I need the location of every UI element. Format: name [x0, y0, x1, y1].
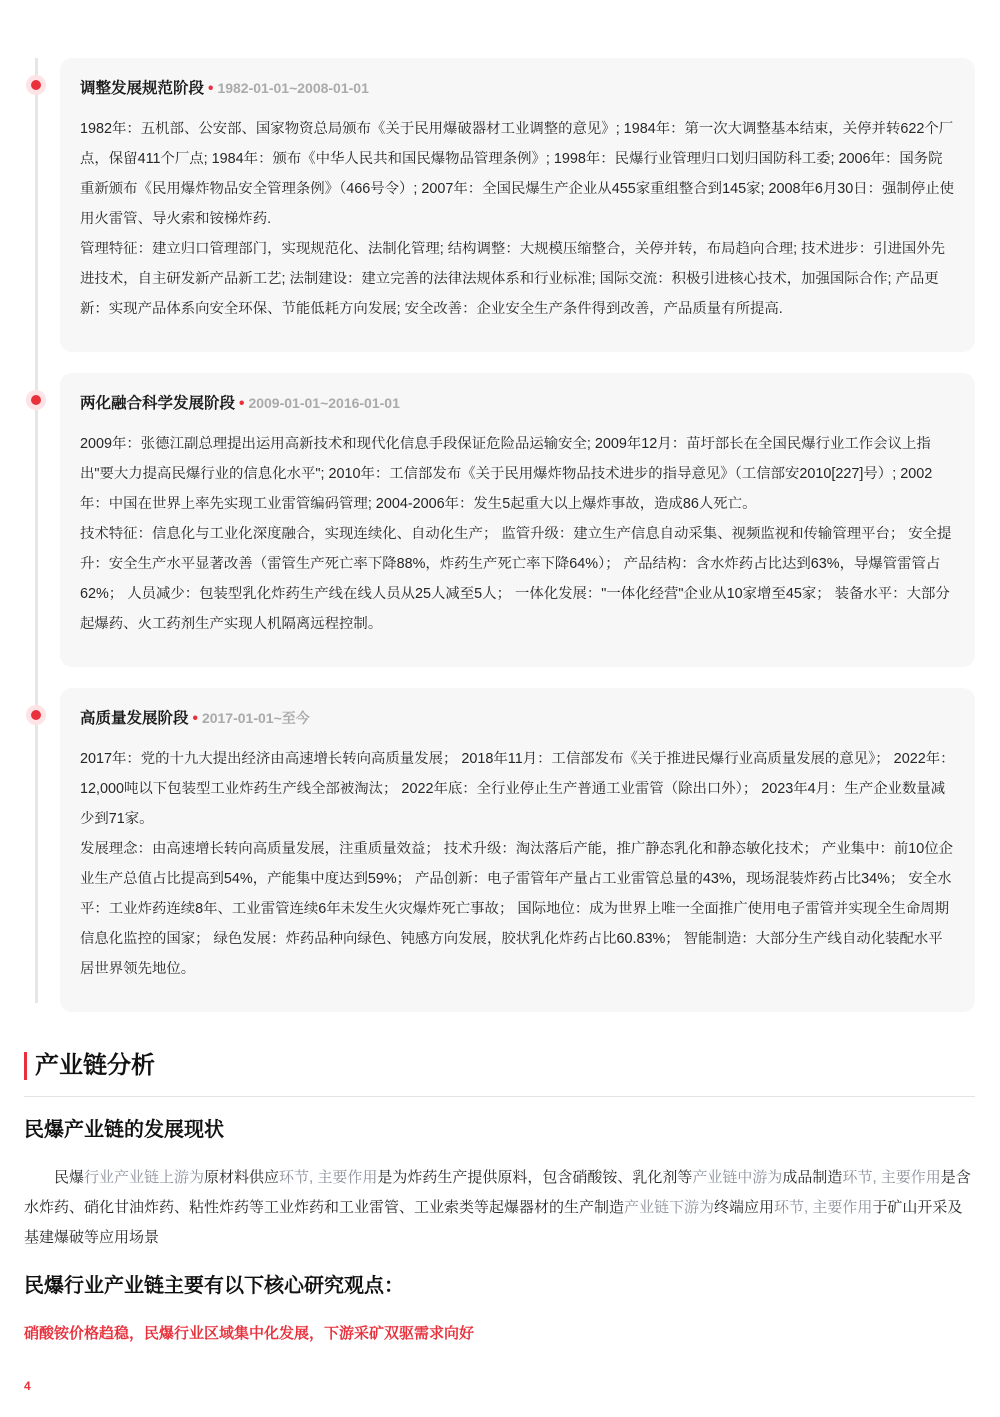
subsection-title: 民爆产业链的发展现状 — [24, 1119, 224, 1141]
stage-date: 2009-01-01~2016-01-01 — [248, 395, 400, 411]
chain-text: 成品制造 — [782, 1169, 843, 1186]
stage-paragraph: 2009年：张德江副总理提出运用高新技术和现代化信息手段保证危险品运输安全; 2009年12月：苗圩部长在全国民爆行业工作会议上指出"要大力提高民爆行业的信息化水平"; 2010年：工信部发布《关于民用爆炸物品技术进步的指导意见》（工信部安2010[227]号）; 2002年：中国在世界上率先实现工业雷管编码管理; 2004-2006年：发生5起重大以上爆炸事故，造成86人死亡。 — [80, 436, 933, 512]
chain-label: 环节, 主要作用 — [774, 1199, 873, 1216]
stage-title: 两化融合科学发展阶段 — [80, 395, 236, 412]
timeline-stage-card — [60, 688, 975, 1012]
chain-label: 产业链中游为 — [692, 1169, 783, 1186]
chain-text: 民爆 — [54, 1169, 85, 1186]
timeline-dot — [26, 75, 46, 95]
chain-text: 是为炸药生产提供原料，包含硝酸铵、乳化剂等 — [377, 1169, 693, 1186]
chain-label: 行业产业链上游为 — [84, 1169, 205, 1186]
stage-separator: • — [239, 395, 245, 412]
stage-paragraph: 技术特征：信息化与工业化深度融合，实现连续化、自动化生产； 监管升级：建立生产信息自动采集、视频监视和传输管理平台； 安全提升：安全生产水平显著改善（雷管生产死亡率下降88%，炸药生产死亡率下降64%）； 产品结构：含水炸药占比达到63%，导爆管雷管占62%； 人员减少：包装型乳化炸药生产线在线人员从25人减至5人； 一体化发展："一体化经营"企业从10家增至45家； 装备水平：大部分起爆药、火工药剂生产实现人机隔离远程控制。 — [80, 526, 952, 632]
stage-separator: • — [192, 710, 198, 727]
page-number: 4 — [24, 1379, 31, 1393]
chain-label: 环节, 主要作用 — [842, 1169, 941, 1186]
chain-text: 是含水炸药、硝化甘油炸药、粘性炸药等工业炸药和工业雷管、工业索类等起爆器材的生产制造 — [24, 1169, 971, 1216]
stage-separator: • — [208, 80, 214, 97]
timeline-stage-card — [60, 373, 975, 667]
stage-header — [80, 76, 955, 101]
stage-paragraph: 1982年：五机部、公安部、国家物资总局颁布《关于民用爆破器材工业调整的意见》; 1984年：第一次大调整基本结束，关停并转622个厂点，保留411个厂点; 1984年：颁布《中华人民共和国民爆物品管理条例》; 1998年：民爆行业管理归口划归国防科工委; 2006年：国务院重新颁布《民用爆炸物品安全管理条例》（466号令）; 2007年：全国民爆生产企业从455家重组整合到145家; 2008年6月30日：强制停止使用火雷管、导火索和铵梯炸药. — [80, 121, 955, 227]
stage-title: 高质量发展阶段 — [80, 710, 189, 727]
stage-paragraph: 2017年：党的十九大提出经济由高速增长转向高质量发展； 2018年11月：工信部发布《关于推进民爆行业高质量发展的意见》； 2022年：12,000吨以下包装型工业炸药生产线全部被淘汰； 2022年底：全行业停止生产普通工业雷管（除出口外）； 2023年4月：生产企业数量减少到71家。 — [80, 751, 955, 827]
stage-header — [80, 706, 955, 731]
chain-label: 环节, 主要作用 — [279, 1169, 378, 1186]
section-divider — [24, 1096, 975, 1097]
stage-header — [80, 391, 955, 416]
stage-date: 1982-01-01~2008-01-01 — [217, 80, 369, 96]
stage-date: 2017-01-01~至今 — [201, 710, 310, 726]
section-title: 产业链分析 — [24, 1052, 155, 1080]
stage-title: 调整发展规范阶段 — [80, 80, 205, 97]
timeline-dot — [26, 390, 46, 410]
chain-label: 产业链下游为 — [624, 1199, 715, 1216]
stage-paragraph: 发展理念：由高速增长转向高质量发展，注重质量效益； 技术升级：淘汰落后产能，推广静态乳化和静态敏化技术； 产业集中：前10位企业生产总值占比提高到54%，产能集中度达到59%； 产品创新：电子雷管年产量占工业雷管总量的43%，现场混装炸药占比34%； 安全水平：工业炸药连续8年、工业雷管连续6年未发生火灾爆炸死亡事故； 国际地位：成为世界上唯一全面推广使用电子雷管并实现全生命周期信息化监控的国家； 绿色发展：炸药品种向绿色、钝感方向发展，胶状乳化炸药占比60.83%； 智能制造：大部分生产线自动化装配水平居世界领先地位。 — [80, 841, 954, 977]
chain-description — [24, 1163, 975, 1253]
timeline-stage-card — [60, 58, 975, 352]
key-finding: 硝酸铵价格趋稳，民爆行业区域集中化发展，下游采矿双驱需求向好 — [24, 1325, 475, 1342]
timeline-dot — [26, 705, 46, 725]
research-views-title: 民爆行业产业链主要有以下核心研究观点： — [24, 1275, 404, 1297]
chain-text: 原材料供应 — [204, 1169, 280, 1186]
timeline-line — [35, 58, 38, 1003]
chain-text: 于矿山开采及基建爆破等应用场景 — [24, 1199, 963, 1246]
chain-text: 终端应用 — [714, 1199, 775, 1216]
stage-paragraph: 管理特征：建立归口管理部门，实现规范化、法制化管理; 结构调整：大规模压缩整合，关停并转，布局趋向合理; 技术进步：引进国外先进技术，自主研发新产品新工艺; 法制建设：建立完善的法律法规体系和行业标准; 国际交流：积极引进核心技术，加强国际合作; 产品更新：实现产品体系向安全环保、节能低耗方向发展; 安全改善：企业安全生产条件得到改善，产品质量有所提高. — [80, 241, 946, 317]
